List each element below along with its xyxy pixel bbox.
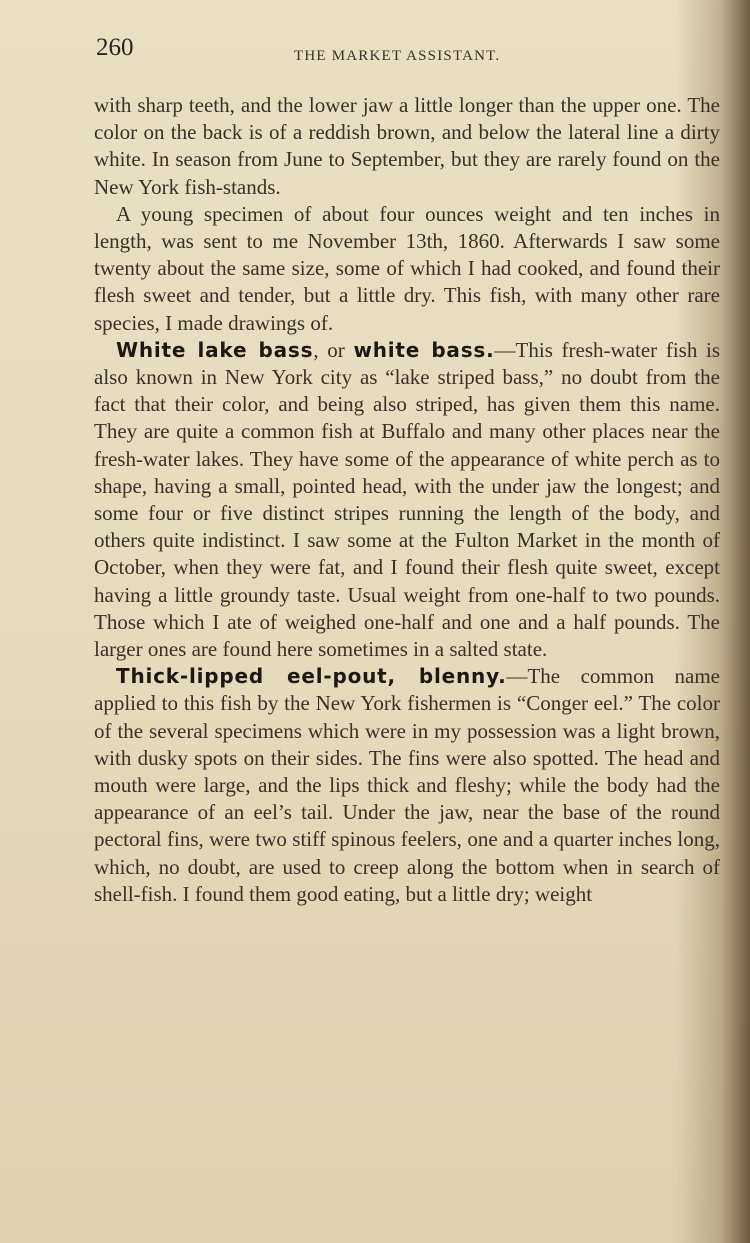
entry-heading-eel-pout: Thick-lipped eel-pout, blenny. — [116, 664, 507, 689]
paragraph-text: —This fresh-water fish is also known in New York city as “lake striped bass,” no doubt from the fact that their color, and being also striped, has given them this name. They are quite a common fish at Buffalo and many other places near the fresh-water lakes. They have some of the appearance of white perch as to shape, having a small, pointed head, with the under jaw the longest; and some four or five distinct stripes running the length of the body, and others quite indistinct. I saw some at the Fulton Market in the month of October, when they were fat, and I found their flesh quite sweet, except having a little groundy taste. Usual weight from one-half to two pounds. Those which I ate of weighed one-half and one and a half pounds. The larger ones are found here sometimes in a salted state. — [94, 337, 720, 662]
entry-heading-white-bass: white bass. — [353, 337, 495, 362]
paragraph-continued — [94, 92, 720, 201]
entry-heading-white-lake-bass: White lake bass — [116, 337, 314, 362]
body-text — [94, 92, 720, 908]
running-head: THE MARKET ASSISTANT. — [294, 48, 501, 64]
paragraph-text: —The common name applied to this fish by the New York fishermen is “Conger eel.” The color of the several specimens which were in my possession was a light brown, with dusky spots on their sides. The fins were also spotted. The head and mouth were large, and the lips thick and fleshy; while the body had the appearance of an eel’s tail. Under the jaw, near the base of the round pectoral fins, were two stiff spinous feelers, one and a quarter inches long, which, no doubt, are used to creep along the bottom when in search of shell-fish. I found them good eating, but a little dry; weight — [94, 664, 720, 906]
page-number: 260 — [96, 34, 134, 61]
paragraph-white-lake-bass — [94, 337, 720, 663]
heading-connector: , or — [313, 337, 354, 362]
paragraph-young-specimen — [94, 201, 720, 337]
paragraph-text: A young specimen of about four ounces weight and ten inches in length, was sent to me November 13th, 1860. Afterwards I saw some twenty about the same size, some of which I had cooked, and found their flesh sweet and tender, but a little dry. This fish, with many other rare species, I made drawings of. — [94, 201, 720, 335]
page-header — [96, 34, 710, 74]
paragraph-text: with sharp teeth, and the lower jaw a little longer than the upper one. The color on the back is of a reddish brown, and below the lateral line a dirty white. In season from June to September, but they are rarely found on the New York fish-stands. — [94, 93, 720, 199]
paragraph-eel-pout — [94, 663, 720, 908]
